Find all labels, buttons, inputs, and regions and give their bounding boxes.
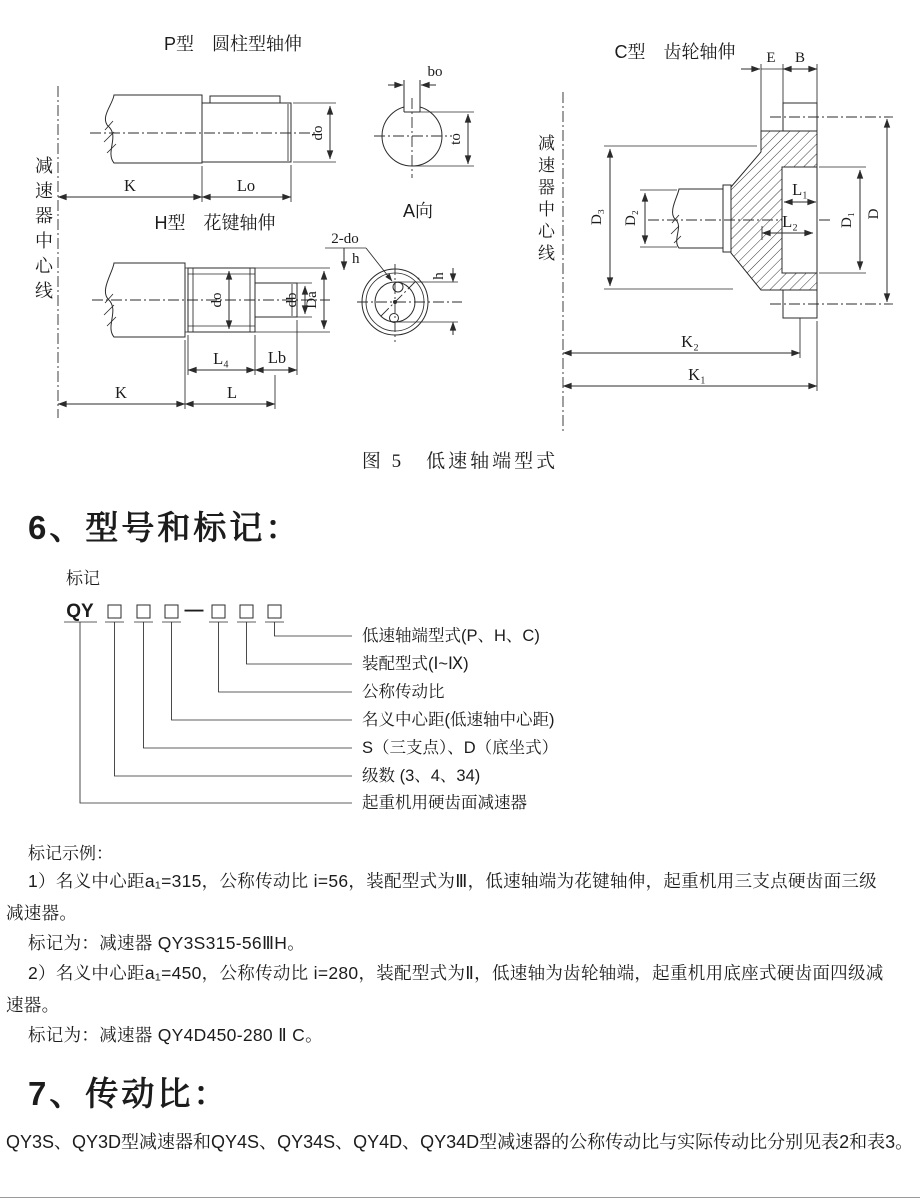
dim-db: db (284, 292, 300, 308)
model-prefix: QY (66, 601, 94, 622)
figure5-drawing (0, 0, 920, 475)
dim-Da: Da (304, 291, 320, 309)
dim-D: D (866, 208, 882, 220)
a-view-label: A向 (402, 201, 434, 221)
a-view-drawing (374, 64, 474, 221)
figure5-caption: 图 5 低速轴端型式 (361, 451, 559, 472)
dim-B: B (794, 50, 806, 66)
example2-line2: 速器。 (6, 995, 60, 1015)
branch-stage-count: 级数 (3、4、34) (362, 767, 481, 785)
model-code-boxes (64, 605, 284, 622)
dim-L2: L₂ (782, 212, 798, 231)
centerline-label-right: 减速器中心线 (535, 134, 554, 266)
dim-K: K (124, 176, 136, 195)
dim-do: do (310, 125, 326, 141)
c-type-drawing (563, 41, 893, 432)
dim-to: to (448, 133, 464, 145)
centerline-label-left: 减速器中心线 (33, 156, 53, 306)
dim-L: L (226, 383, 238, 402)
marking-label: 标记 (66, 569, 100, 588)
dim-h-top: h (352, 251, 360, 267)
model-dash: — (184, 600, 204, 621)
example1-line2: 减速器。 (6, 903, 78, 923)
example1-marking: 标记为：减速器 QY3S315-56ⅢH。 (28, 933, 306, 953)
h-type-drawing (58, 213, 462, 409)
branch-mount-type: S（三支点）、D（底坐式） (362, 739, 559, 757)
dim-L1: L₁ (792, 180, 808, 199)
p-type-title: P型 圆柱型轴伸 (163, 34, 303, 54)
key-profile (210, 96, 280, 103)
dim-K1: K₁ (688, 365, 706, 384)
branch-product-family: 起重机用硬齿面减速器 (362, 794, 527, 812)
example2-marking: 标记为：减速器 QY4D450-280 Ⅱ C。 (28, 1025, 323, 1045)
examples-title: 标记示例： (28, 844, 113, 863)
branch-lines (80, 622, 352, 803)
dim-E: E (766, 50, 776, 66)
dim-D2: D₂ (623, 209, 639, 227)
dim-h-circle: h (431, 272, 447, 280)
example2-line1: 2）名义中心距a₁=450，公称传动比 i=280，装配型式为Ⅱ，低速轴为齿轮轴端，起重机用底座式硬齿面四级减 (28, 963, 884, 983)
branch-assembly-type: 装配型式(Ⅰ~Ⅸ) (362, 655, 469, 673)
section7-heading: 7、传动比： (28, 1075, 230, 1112)
section7-body: QY3S、QY3D型减速器和QY4S、QY34S、QY4D、QY34D型减速器的公称传动比与实际传动比分别见表2和表3。 (6, 1132, 914, 1152)
p-type-drawing (58, 34, 336, 202)
c-type-title: C型 齿轮轴伸 (614, 42, 736, 62)
dim-K-h: K (115, 383, 127, 402)
branch-shaft-end-type: 低速轴端型式(P、H、C) (362, 627, 540, 645)
dim-bo: bo (427, 64, 443, 80)
dim-D3: D₃ (589, 208, 605, 226)
model-designation-diagram (0, 586, 920, 836)
branch-center-distance: 名义中心距(低速轴中心距) (362, 711, 555, 729)
page-bottom-rule (0, 1197, 920, 1198)
branch-nominal-ratio: 公称传动比 (362, 683, 445, 701)
dim-Lb: Lb (267, 348, 287, 367)
dim-do-h: do (209, 292, 225, 308)
example1-line1: 1）名义中心距a₁=315，公称传动比 i=56，装配型式为Ⅲ，低速轴端为花键轴伸，起重机用三支点硬齿面三级 (28, 871, 877, 891)
dim-D1: D₁ (839, 211, 855, 229)
dim-2do: 2-do (331, 231, 359, 247)
dim-Lo: Lo (236, 176, 256, 195)
h-type-title: H型 花键轴伸 (154, 213, 276, 233)
dim-K2: K₂ (681, 332, 699, 351)
dim-L4: L₄ (213, 349, 229, 368)
section6-heading: 6、型号和标记： (28, 509, 302, 546)
